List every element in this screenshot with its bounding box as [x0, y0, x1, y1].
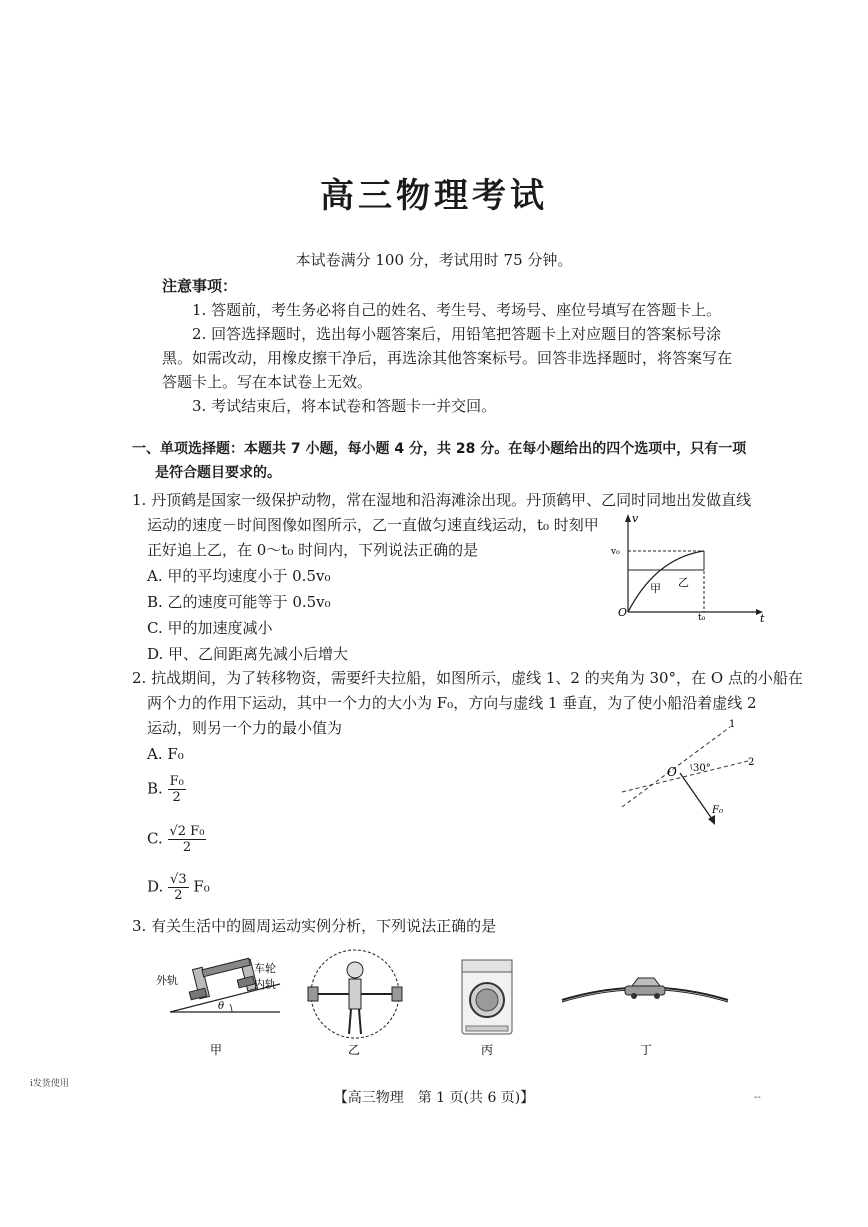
q3-theta-label: θ	[218, 1001, 225, 1012]
q3-inner-rail-label: 内轨	[254, 978, 276, 991]
q1-stem-3: 正好追上乙，在 0～t₀ 时间内，下列说法正确的是	[147, 541, 479, 559]
q1-graph-yi: 乙	[678, 576, 689, 589]
notice-line-3: 3. 考试结束后，将本试卷和答题卡一并交回。	[192, 397, 497, 415]
q2-option-b-fraction	[168, 774, 186, 805]
q3-caption-ding: 丁	[640, 1043, 653, 1057]
q2-option-c-den: 2	[182, 840, 192, 855]
q2-option-c-letter: C.	[147, 829, 163, 848]
q1-graph-v0-label: v₀	[611, 547, 620, 557]
q2-stem-2: 两个力的作用下运动，其中一个力的大小为 F₀，方向与虚线 1 垂直，为了使小船沿着虚线 2	[147, 694, 757, 712]
q3-fig-yi	[308, 950, 402, 1038]
section-1-heading-cont: 是符合题目要求的。	[155, 465, 281, 481]
q1-option-c: C. 甲的加速度减小	[147, 619, 273, 637]
q1-graph-t0-label: t₀	[698, 613, 706, 623]
q2-force-diagram	[612, 715, 762, 830]
q1-graph-origin: O	[618, 606, 628, 619]
q1-stem-1: 1. 丹顶鹤是国家一级保护动物，常在湿地和沿海滩涂出现。丹顶鹤甲、乙同时同地出发做直线	[132, 491, 752, 509]
q3-caption-yi: 乙	[348, 1043, 361, 1057]
q1-graph-v-label: v	[632, 512, 639, 525]
q3-caption-jia: 甲	[210, 1043, 223, 1057]
q2-option-b-num: F₀	[169, 774, 184, 789]
q1-graph-jia: 甲	[650, 582, 661, 595]
q3-figures	[150, 942, 730, 1067]
notice-line-1: 1. 答题前，考生务必将自己的姓名、考生号、考场号、座位号填写在答题卡上。	[192, 301, 722, 319]
q2-stem-3: 运动，则另一个力的最小值为	[147, 719, 343, 737]
footer-right-mark: --	[754, 1092, 761, 1103]
page-title: 高三物理考试	[320, 176, 548, 216]
q2-option-c	[147, 824, 206, 855]
page-footer: 【高三物理 第 1 页(共 6 页)】	[333, 1090, 535, 1106]
notice-heading: 注意事项：	[162, 277, 238, 295]
q2-option-d-suffix: F₀	[193, 877, 210, 896]
q2-option-d-num: √3	[170, 872, 187, 887]
q2-line-2-label: 2	[748, 757, 755, 768]
q2-option-c-num: √2 F₀	[169, 824, 205, 839]
footer-left-note: i发货使用	[30, 1079, 69, 1089]
q3-wheel-label: 车轮	[254, 962, 276, 975]
q3-fig-bing	[462, 960, 512, 1034]
exam-info: 本试卷满分 100 分，考试用时 75 分钟。	[295, 251, 573, 269]
notice-line-2b: 黑。如需改动，用橡皮擦干净后，再选涂其他答案标号。回答非选择题时，将答案写在	[162, 349, 733, 367]
section-1-heading: 一、单项选择题：本题共 7 小题，每小题 4 分，共 28 分。在每小题给出的四个选项中，只有一项	[132, 441, 747, 457]
q3-caption-bing: 丙	[481, 1043, 494, 1057]
q1-option-d: D. 甲、乙间距离先减小后增大	[147, 645, 349, 663]
q2-option-b-den: 2	[172, 790, 181, 805]
q2-line-1-label: 1	[729, 719, 736, 730]
q3-stem: 3. 有关生活中的圆周运动实例分析，下列说法正确的是	[132, 917, 497, 935]
q2-option-b	[147, 774, 186, 805]
q2-option-d	[147, 872, 210, 903]
q2-stem-1: 2. 抗战期间，为了转移物资，需要纤夫拉船，如图所示，虚线 1、2 的夹角为 30°，在 O 点的小船在	[132, 669, 803, 687]
q2-option-a: A. F₀	[147, 745, 184, 763]
q2-option-d-den: 2	[174, 888, 183, 903]
q3-fig-ding	[562, 978, 728, 1002]
q1-stem-2: 运动的速度－时间图像如图所示，乙一直做匀速直线运动，t₀ 时刻甲	[147, 516, 599, 534]
q1-vt-graph	[608, 510, 768, 625]
q2-option-c-fraction	[168, 824, 207, 855]
q2-option-b-letter: B.	[147, 779, 163, 798]
q1-graph-t-label: t	[760, 612, 765, 625]
q1-option-b: B. 乙的速度可能等于 0.5v₀	[147, 593, 331, 611]
notice-line-2c: 答题卡上。写在本试卷上无效。	[162, 373, 373, 391]
q2-option-d-letter: D.	[147, 877, 164, 896]
q2-angle-label: 30°	[693, 763, 711, 774]
q2-point-o: O	[667, 765, 677, 779]
q2-option-d-fraction	[168, 872, 189, 903]
q1-option-a: A. 甲的平均速度小于 0.5v₀	[147, 567, 331, 585]
q2-force-label: F₀	[712, 805, 723, 816]
q3-fig-jia	[156, 958, 280, 1012]
q3-outer-rail-label: 外轨	[156, 974, 178, 987]
notice-line-2a: 2. 回答选择题时，选出每小题答案后，用铅笔把答题卡上对应题目的答案标号涂	[192, 325, 722, 343]
